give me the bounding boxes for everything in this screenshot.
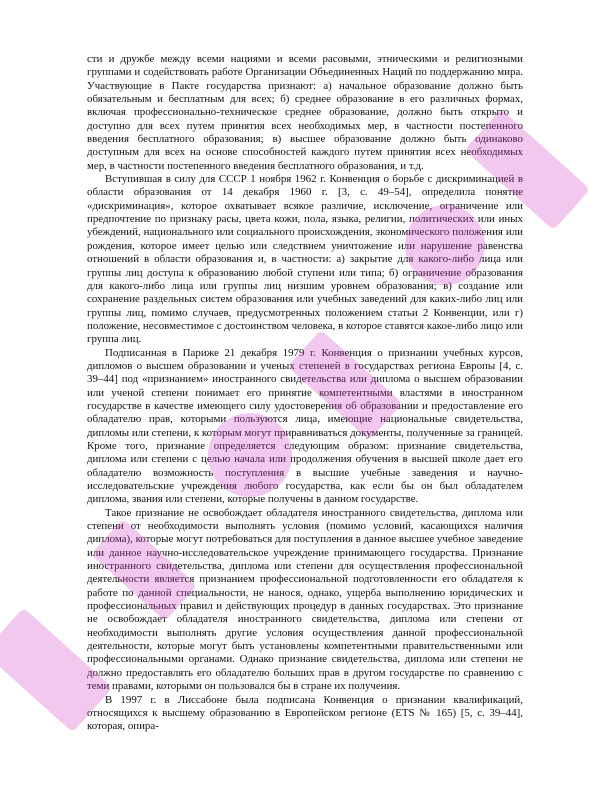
paragraph-3: Подписанная в Париже 21 декабря 1979 г. Конвенция о признании учебных курсов, дипломов о высшем образовании и ученых степеней в государствах региона Европы [4, с. 39–44] под «признанием» иностранного свидетельства или диплома о высшем образовании или ученой степени понимает его принятие компетентными властями в иностранном государстве в качестве имеющего силу удостоверения об образовании и предоставление его обладателю прав, которыми пользуются лица, имеющие национальные свидетельства, дипломы или степени, к которым могут приравниваться документы, полученные за границей. Кроме того, признание определяется следующим образом: признание свидетельства, диплома или степени с целью начала или продолжения обучения в высшей школе дает его обладателю возможность поступления в высшие учебные заведения и научно-исследовательские учреждения любого государства, как если бы он был обладателем диплома, звания или степени, которые получены в данном государстве. bbox=[87, 346, 523, 506]
body-text bbox=[87, 53, 523, 734]
paragraph-5: В 1997 г. в Лиссабоне была подписана Конвенция о признании квалификаций, относящихся к высшему образованию в Европейском регионе (ETS № 165) [5, с. 39–44], которая, опира- bbox=[87, 693, 523, 733]
paragraph-1: сти и дружбе между всеми нациями и всеми расовыми, этническими и религиозными группами и содействовать работе Организации Объединенных Наций по поддержанию мира. Участвующие в Пакте государства признают: а) начальное образование должно быть обязательным и бесплатным для всех; б) среднее образование в его различных формах, включая профессионально-техническое среднее образование, должно быть открыто и доступно для всех путем принятия всех необходимых мер, в частности постепенного введения бесплатного образования; в) высшее образование должно быть одинаково доступным для всех на основе способностей каждого путем принятия всех необходимых мер, в частности постепенного введения бесплатного образования, и т.д. bbox=[87, 53, 523, 172]
paragraph-2: Вступившая в силу для СССР 1 ноября 1962 г. Конвенция о борьбе с дискриминацией в области образования от 14 декабря 1960 г. [3, с. 49–54], определила понятие «дискриминация», которое охватывает всякое различие, исключение, ограничение или предпочтение по признаку расы, цвета кожи, пола, языка, религии, политических или иных убеждений, национального или социального происхождения, экономического положения или рождения, которое имеет целью или следствием уничтожение или нарушение равенства отношений в области образования и, в частности: а) закрытие для какого-либо лица или группы лиц доступа к образованию любой ступени или типа; б) ограничение образования для какого-либо лица или группы лиц низшим уровнем образования; в) создание или сохранение раздельных систем образования или учебных заведений для каких-либо лиц или группы лиц, помимо случаев, предусмотренных положением статьи 2 Конвенции, или г) положение, несовместимое с достоинством человека, в которое ставятся какое-либо лицо или группа лиц. bbox=[87, 173, 523, 346]
paragraph-4: Такое признание не освобождает обладателя иностранного свидетельства, диплома или степени от необходимости выполнять условия (помимо условий, касающихся наличия диплома), которые могут потребоваться для поступления в данное высшее учебное заведение или данное научно-исследовательское учреждение принимающего государства. Признание иностранного свидетельства, диплома или степени для осуществления профессиональной деятельности является признанием профессиональной подготовленности его обладателя к работе по данной специальности, не нанося, однако, ущерба выполнению юридических и профессиональных правил и действующих процедур в данных государствах. Это признание не освобождает обладателя иностранного свидетельства, диплома или степени от необходимости выполнять другие условия осуществления данной профессиональной деятельности, которые могут быть установлены компетентными правительственными или профессиональными органами. Однако признание свидетельства, диплома или степени не должно предоставлять его обладателю больших прав в другом государстве по сравнению с теми правами, которыми он пользовался бы в стране их получения. bbox=[87, 506, 523, 693]
